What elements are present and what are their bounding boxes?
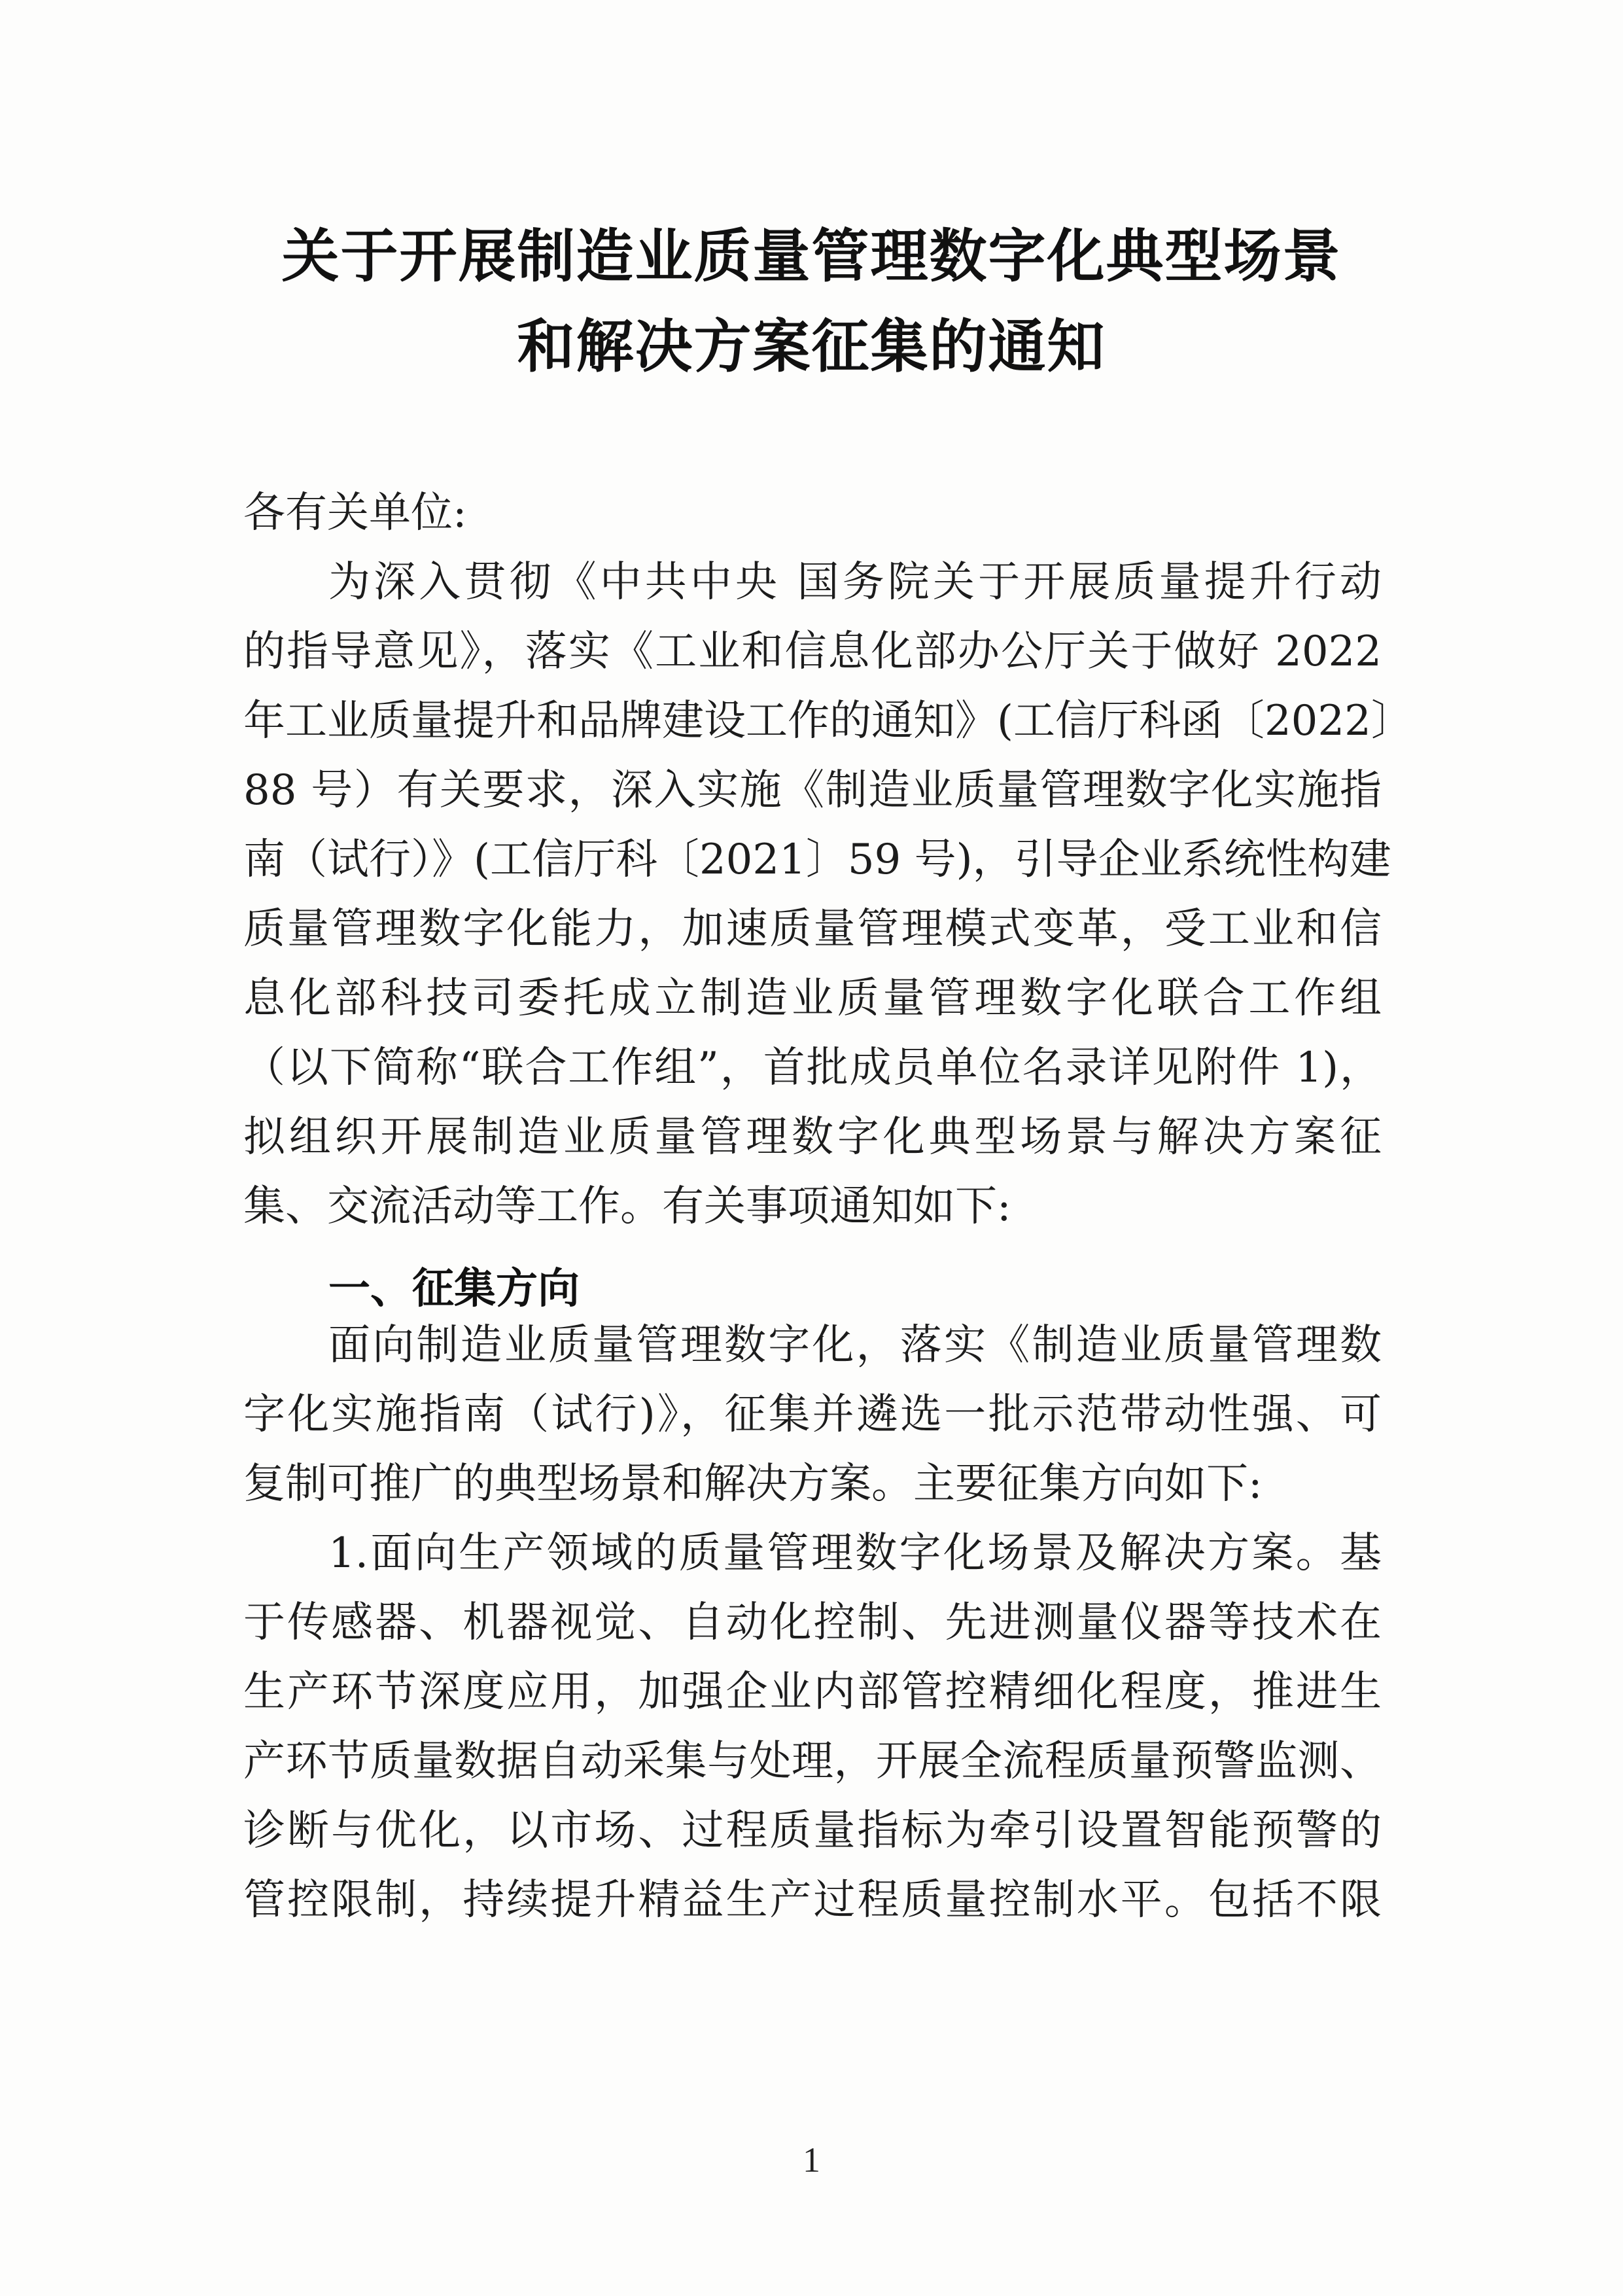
paragraph-line: 产环节质量数据自动采集与处理，开展全流程质量预警监测、 xyxy=(243,1737,1382,1786)
paragraph-line: （以下简称“联合工作组”，首批成员单位名录详见附件 1)， xyxy=(243,1044,1382,1092)
document-title-line2: 和解决方案征集的通知 xyxy=(517,312,1106,380)
paragraph-line: 1.面向生产领域的质量管理数字化场景及解决方案。基 xyxy=(328,1529,1382,1578)
paragraph-line: 为深入贯彻《中共中央 国务院关于开展质量提升行动 xyxy=(328,558,1382,607)
paragraph-line: 拟组织开展制造业质量管理数字化典型场景与解决方案征 xyxy=(243,1113,1382,1161)
document-title-line1: 关于开展制造业质量管理数字化典型场景 xyxy=(281,222,1342,290)
paragraph-line: 诊断与优化，以市场、过程质量指标为牵引设置智能预警的 xyxy=(243,1807,1382,1855)
paragraph-line: 生产环节深度应用，加强企业内部管控精细化程度，推进生 xyxy=(243,1668,1382,1716)
paragraph-line: 于传感器、机器视觉、自动化控制、先进测量仪器等技术在 xyxy=(243,1598,1382,1647)
paragraph-line: 南（试行）》(工信厅科〔2021〕59 号)，引导企业系统性构建 xyxy=(243,836,1391,884)
paragraph-line: 复制可推广的典型场景和解决方案。主要征集方向如下: xyxy=(243,1460,1263,1508)
paragraph-line: 质量管理数字化能力，加速质量管理模式变革，受工业和信 xyxy=(243,905,1382,953)
paragraph-line: 管控限制，持续提升精益生产过程质量控制水平。包括不限 xyxy=(243,1876,1382,1924)
paragraph-line: 息化部科技司委托成立制造业质量管理数字化联合工作组 xyxy=(243,974,1382,1023)
section-heading: 一、征集方向 xyxy=(328,1265,580,1313)
paragraph-line: 字化实施指南（试行)》，征集并遴选一批示范带动性强、可 xyxy=(243,1390,1382,1439)
paragraph-line: 的指导意见》，落实《工业和信息化部办公厅关于做好 2022 xyxy=(243,627,1382,676)
paragraph-line: 88 号）有关要求，深入实施《制造业质量管理数字化实施指 xyxy=(243,766,1382,815)
paragraph-line: 年工业质量提升和品牌建设工作的通知》(工信厅科函〔2022〕 xyxy=(243,697,1413,745)
paragraph-line: 集、交流活动等工作。有关事项通知如下: xyxy=(243,1182,1011,1231)
salutation: 各有关单位: xyxy=(243,489,467,537)
paragraph-line: 面向制造业质量管理数字化，落实《制造业质量管理数 xyxy=(328,1321,1382,1369)
page-number: 1 xyxy=(803,2140,820,2180)
